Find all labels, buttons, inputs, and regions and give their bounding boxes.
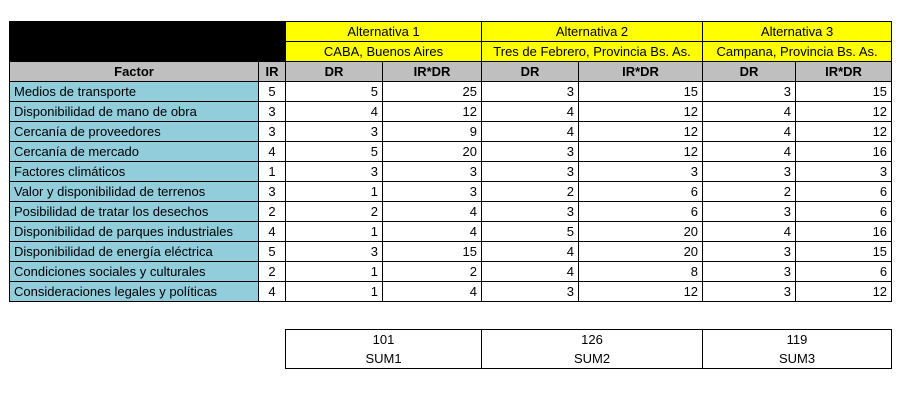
factor-cell: Disponibilidad de energía eléctrica bbox=[10, 242, 259, 262]
alt1-dr-cell: 3 bbox=[286, 122, 383, 142]
ir-cell: 4 bbox=[259, 222, 286, 242]
sum3-label: SUM3 bbox=[703, 349, 892, 369]
alt2-irdr-cell: 12 bbox=[579, 142, 703, 162]
alt2-dr-cell: 3 bbox=[482, 82, 579, 102]
ir-cell: 1 bbox=[259, 162, 286, 182]
alt1-irdr-cell: 9 bbox=[383, 122, 482, 142]
alt1-irdr-cell: 4 bbox=[383, 202, 482, 222]
alternative-title-row bbox=[10, 22, 892, 42]
alt1-irdr-cell: 2 bbox=[383, 262, 482, 282]
alt2-irdr-cell: 6 bbox=[579, 182, 703, 202]
alt3-irdr-cell: 15 bbox=[796, 242, 892, 262]
alt2-title: Alternativa 2 bbox=[482, 22, 703, 42]
ir-header: IR bbox=[259, 62, 286, 82]
alt2-dr-cell: 4 bbox=[482, 262, 579, 282]
factor-header: Factor bbox=[10, 62, 259, 82]
alt1-irdr-cell: 3 bbox=[383, 162, 482, 182]
table-row bbox=[10, 222, 892, 242]
alt2-irdr-cell: 20 bbox=[579, 242, 703, 262]
alt2-dr-cell: 5 bbox=[482, 222, 579, 242]
alt1-location: CABA, Buenos Aires bbox=[286, 42, 482, 62]
alt3-irdr-cell: 12 bbox=[796, 282, 892, 302]
sum-label-row bbox=[286, 349, 892, 369]
alt3-dr-cell: 4 bbox=[703, 122, 796, 142]
alt2-dr-cell: 4 bbox=[482, 242, 579, 262]
ir-cell: 5 bbox=[259, 82, 286, 102]
alt1-irdr-header: IR*DR bbox=[383, 62, 482, 82]
sum2-label: SUM2 bbox=[482, 349, 703, 369]
factor-cell: Valor y disponibilidad de terrenos bbox=[10, 182, 259, 202]
alt2-dr-cell: 3 bbox=[482, 282, 579, 302]
table-row bbox=[10, 282, 892, 302]
ir-cell: 3 bbox=[259, 122, 286, 142]
alt1-dr-cell: 1 bbox=[286, 282, 383, 302]
weighted-factor-table bbox=[9, 21, 892, 302]
alt2-dr-cell: 3 bbox=[482, 202, 579, 222]
alt3-dr-cell: 3 bbox=[703, 202, 796, 222]
sums-table bbox=[285, 329, 892, 369]
factor-cell: Consideraciones legales y políticas bbox=[10, 282, 259, 302]
alt1-dr-header: DR bbox=[286, 62, 383, 82]
alt1-dr-cell: 3 bbox=[286, 162, 383, 182]
table-row bbox=[10, 182, 892, 202]
alt3-irdr-cell: 12 bbox=[796, 122, 892, 142]
alt2-dr-cell: 3 bbox=[482, 162, 579, 182]
alt3-irdr-cell: 15 bbox=[796, 82, 892, 102]
ir-cell: 4 bbox=[259, 142, 286, 162]
ir-cell: 5 bbox=[259, 242, 286, 262]
ir-cell: 2 bbox=[259, 202, 286, 222]
table-row bbox=[10, 122, 892, 142]
alt1-dr-cell: 5 bbox=[286, 82, 383, 102]
alt1-irdr-cell: 12 bbox=[383, 102, 482, 122]
alt1-irdr-cell: 15 bbox=[383, 242, 482, 262]
alt3-dr-cell: 3 bbox=[703, 282, 796, 302]
sum2-value: 126 bbox=[482, 330, 703, 350]
alt2-dr-cell: 4 bbox=[482, 102, 579, 122]
alt3-dr-cell: 3 bbox=[703, 262, 796, 282]
alt2-dr-cell: 3 bbox=[482, 142, 579, 162]
sum3-value: 119 bbox=[703, 330, 892, 350]
alt3-irdr-cell: 12 bbox=[796, 102, 892, 122]
table-row bbox=[10, 262, 892, 282]
alt2-irdr-cell: 20 bbox=[579, 222, 703, 242]
factor-cell: Cercanía de proveedores bbox=[10, 122, 259, 142]
alt2-irdr-header: IR*DR bbox=[579, 62, 703, 82]
alt1-dr-cell: 5 bbox=[286, 142, 383, 162]
alt3-dr-cell: 4 bbox=[703, 222, 796, 242]
alt1-irdr-cell: 3 bbox=[383, 182, 482, 202]
alt3-dr-cell: 4 bbox=[703, 142, 796, 162]
table-row bbox=[10, 82, 892, 102]
factor-cell: Disponibilidad de mano de obra bbox=[10, 102, 259, 122]
ir-cell: 3 bbox=[259, 182, 286, 202]
alt1-irdr-cell: 25 bbox=[383, 82, 482, 102]
alt3-dr-cell: 3 bbox=[703, 162, 796, 182]
alt2-irdr-cell: 15 bbox=[579, 82, 703, 102]
alt1-title: Alternativa 1 bbox=[286, 22, 482, 42]
alt3-title: Alternativa 3 bbox=[703, 22, 892, 42]
factor-cell: Disponibilidad de parques industriales bbox=[10, 222, 259, 242]
ir-cell: 3 bbox=[259, 102, 286, 122]
alt1-dr-cell: 2 bbox=[286, 202, 383, 222]
alt3-location: Campana, Provincia Bs. As. bbox=[703, 42, 892, 62]
factor-cell: Medios de transporte bbox=[10, 82, 259, 102]
alt2-irdr-cell: 3 bbox=[579, 162, 703, 182]
alt2-irdr-cell: 6 bbox=[579, 202, 703, 222]
factor-cell: Posibilidad de tratar los desechos bbox=[10, 202, 259, 222]
alt3-dr-cell: 4 bbox=[703, 102, 796, 122]
factor-rows bbox=[10, 82, 892, 302]
alt2-dr-cell: 4 bbox=[482, 122, 579, 142]
alt3-dr-cell: 2 bbox=[703, 182, 796, 202]
alt3-dr-cell: 3 bbox=[703, 82, 796, 102]
table-row bbox=[10, 142, 892, 162]
sum1-label: SUM1 bbox=[286, 349, 482, 369]
alt3-irdr-cell: 6 bbox=[796, 262, 892, 282]
alt1-dr-cell: 1 bbox=[286, 262, 383, 282]
alt3-irdr-cell: 16 bbox=[796, 142, 892, 162]
alt2-location: Tres de Febrero, Provincia Bs. As. bbox=[482, 42, 703, 62]
alt2-dr-header: DR bbox=[482, 62, 579, 82]
alt3-irdr-header: IR*DR bbox=[796, 62, 892, 82]
alt1-dr-cell: 4 bbox=[286, 102, 383, 122]
alt1-dr-cell: 1 bbox=[286, 182, 383, 202]
alt3-dr-header: DR bbox=[703, 62, 796, 82]
alt2-irdr-cell: 12 bbox=[579, 102, 703, 122]
table-row bbox=[10, 102, 892, 122]
alt2-irdr-cell: 12 bbox=[579, 282, 703, 302]
factor-cell: Cercanía de mercado bbox=[10, 142, 259, 162]
ir-cell: 2 bbox=[259, 262, 286, 282]
ir-cell: 4 bbox=[259, 282, 286, 302]
corner-cell bbox=[10, 22, 286, 62]
alt1-irdr-cell: 4 bbox=[383, 282, 482, 302]
alt3-dr-cell: 3 bbox=[703, 242, 796, 262]
sum-value-row bbox=[286, 330, 892, 350]
alt1-dr-cell: 1 bbox=[286, 222, 383, 242]
alt2-irdr-cell: 12 bbox=[579, 122, 703, 142]
sum1-value: 101 bbox=[286, 330, 482, 350]
alt3-irdr-cell: 6 bbox=[796, 182, 892, 202]
alt1-irdr-cell: 20 bbox=[383, 142, 482, 162]
alt1-irdr-cell: 4 bbox=[383, 222, 482, 242]
alt3-irdr-cell: 6 bbox=[796, 202, 892, 222]
factor-cell: Factores climáticos bbox=[10, 162, 259, 182]
alt2-dr-cell: 2 bbox=[482, 182, 579, 202]
column-header-row bbox=[10, 62, 892, 82]
alt3-irdr-cell: 16 bbox=[796, 222, 892, 242]
alt3-irdr-cell: 3 bbox=[796, 162, 892, 182]
factor-cell: Condiciones sociales y culturales bbox=[10, 262, 259, 282]
table-row bbox=[10, 162, 892, 182]
table-row bbox=[10, 242, 892, 262]
alt1-dr-cell: 3 bbox=[286, 242, 383, 262]
alt2-irdr-cell: 8 bbox=[579, 262, 703, 282]
table-row bbox=[10, 202, 892, 222]
